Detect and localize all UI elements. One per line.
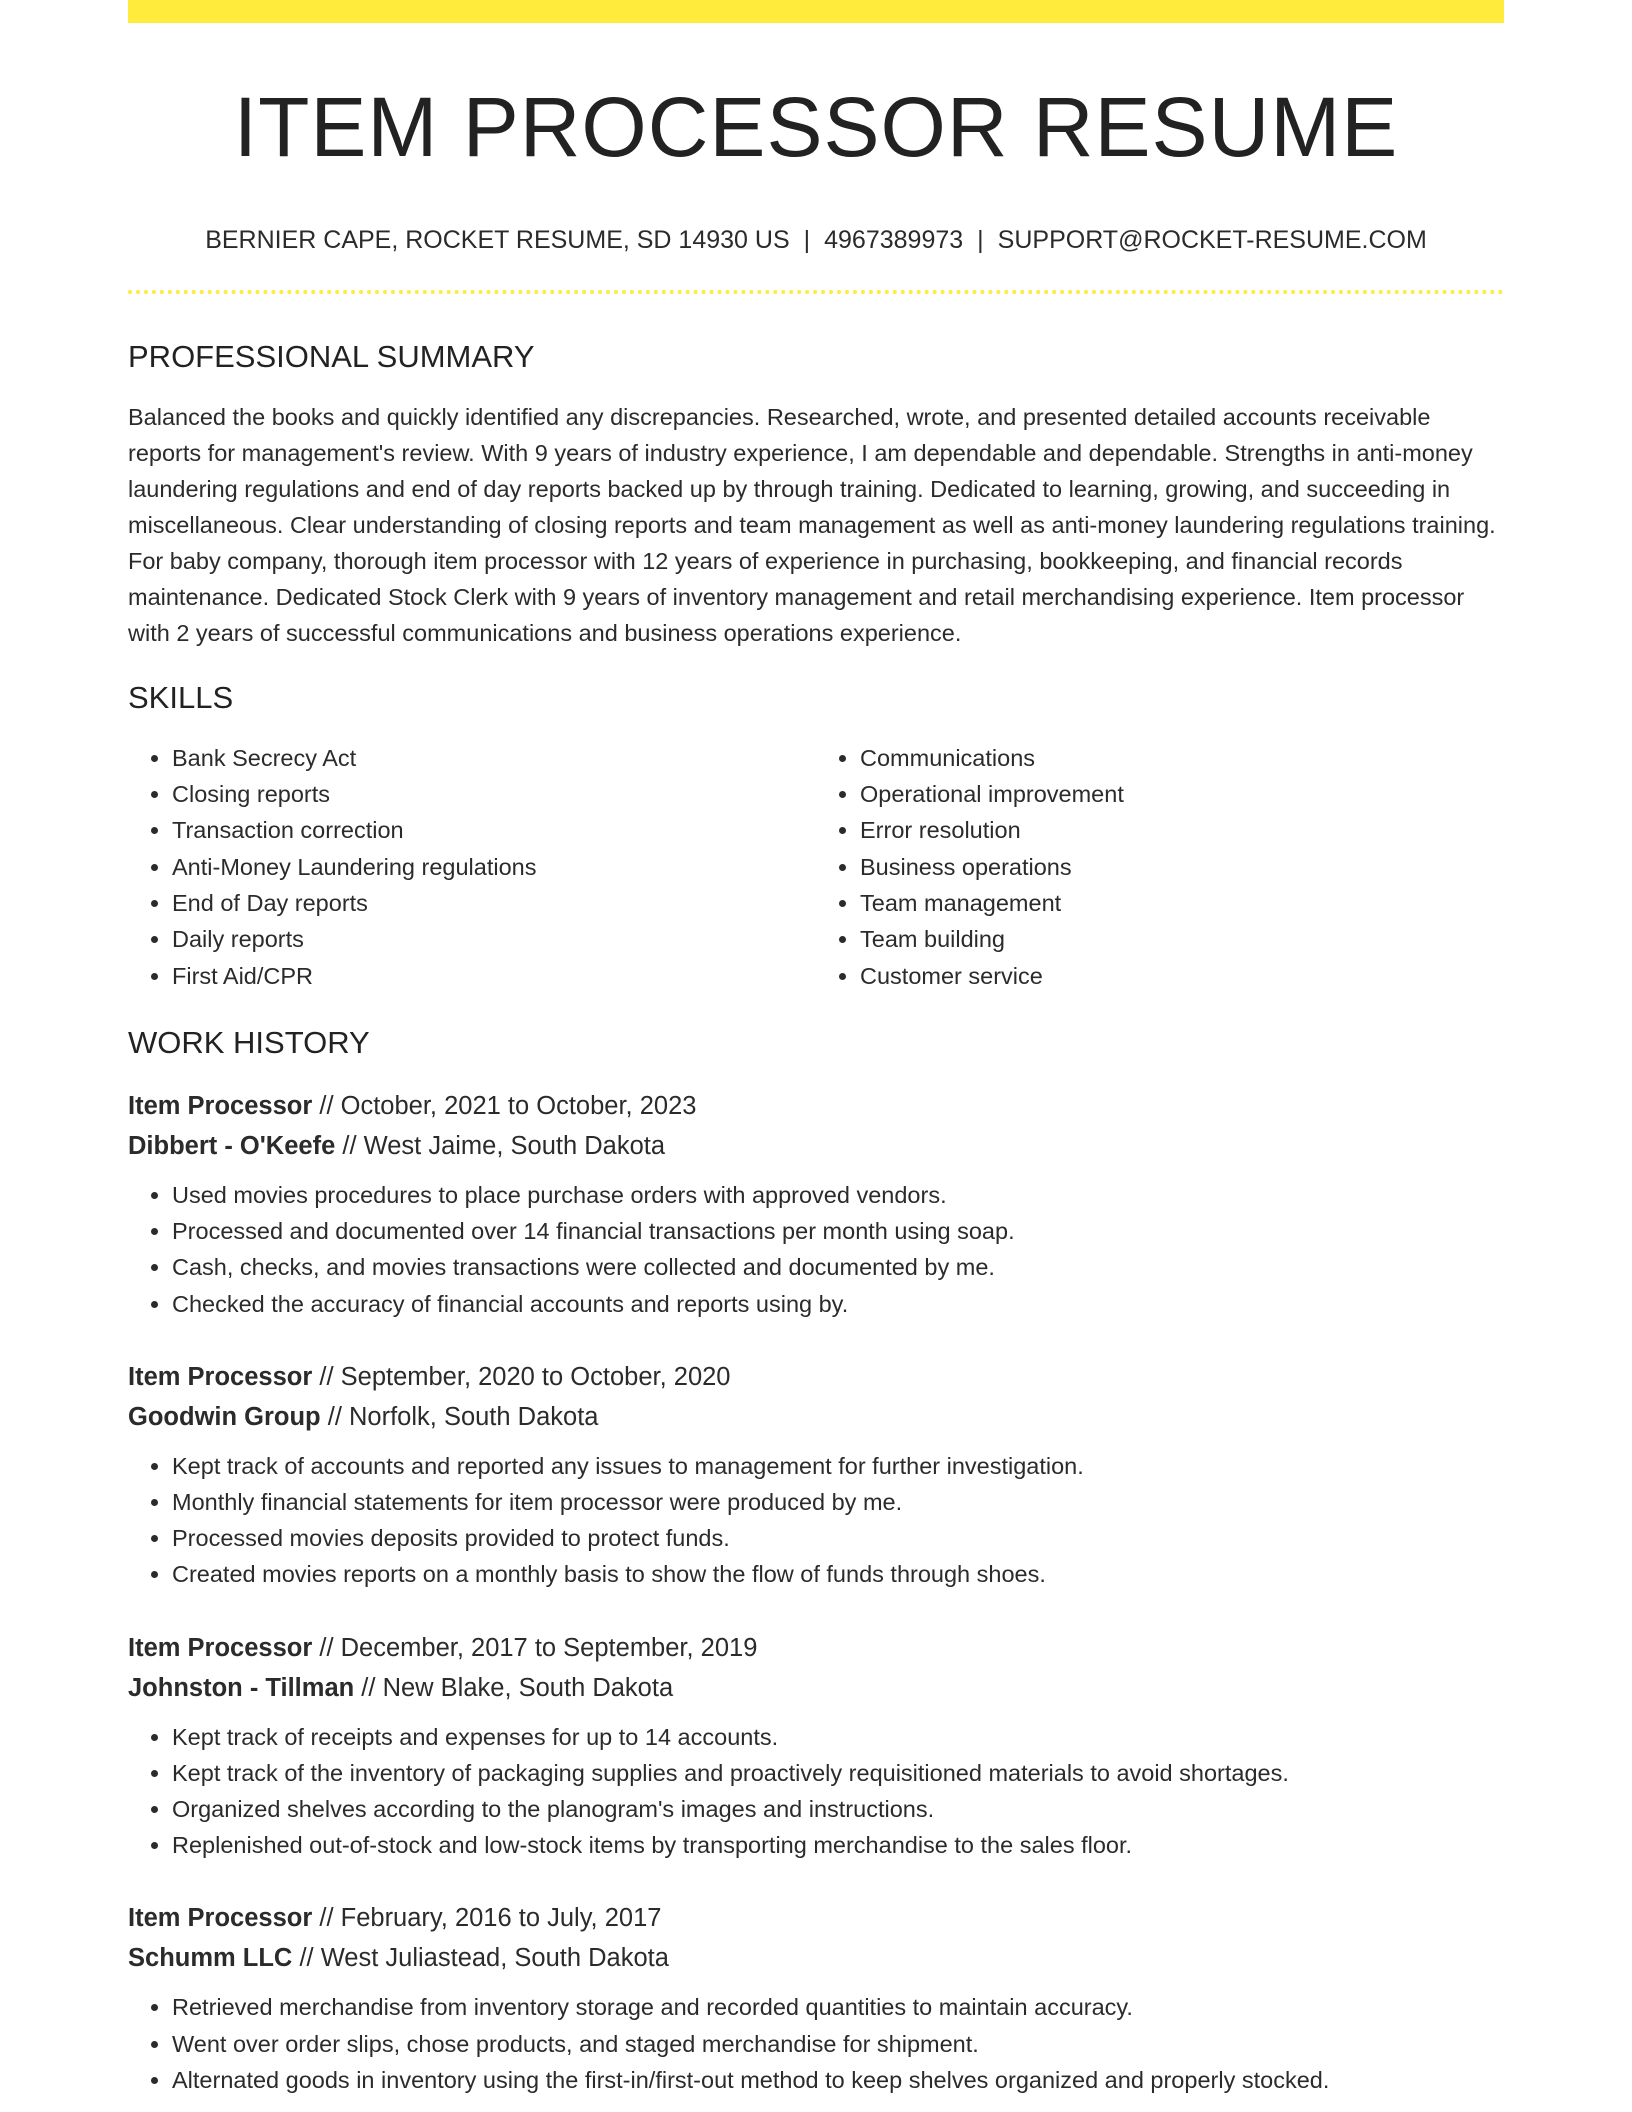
job-bullet: • Retrieved merchandise from inventory storage and recorded quantities to maintain accuracy.: [172, 1989, 1504, 2025]
job-divider: //: [361, 1673, 376, 1702]
summary-text: Balanced the books and quickly identified any discrepancies. Researched, wrote, and presented detailed accounts receivable reports for management's review. With 9 years of industry experience, I am dependable and dependable. Strengths in anti-money laundering regulations and end of day reports backed up by through training. Dedicated to learning, growing, and succeeding in miscellaneous. Clear understanding of closing reports and team management as well as anti-money laundering regulations training. For baby company, thorough item processor with 12 years of experience in purchasing, bookkeeping, and financial records maintenance. Dedicated Stock Clerk with 9 years of inventory management and retail merchandising experience. Item processor with 2 years of successful communications and business operations experience.: [128, 403, 1496, 646]
job-dates: December, 2017 to September, 2019: [340, 1633, 758, 1662]
job-location: Norfolk, South Dakota: [349, 1402, 599, 1431]
job-bullet-list: [128, 1989, 1504, 2098]
job-title: Item Processor: [128, 1904, 313, 1933]
job-entry: [128, 1628, 1504, 1864]
job-dates: October, 2021 to October, 2023: [340, 1092, 697, 1121]
skill-item: • Customer service: [860, 958, 1504, 994]
skill-item: • Daily reports: [172, 921, 816, 957]
job-bullet: • Monthly financial statements for item processor were produced by me.: [172, 1484, 1504, 1520]
skills-heading: SKILLS: [128, 679, 234, 715]
job-bullet: • Kept track of receipts and expenses for up to 14 accounts.: [172, 1719, 1504, 1755]
job-company: Dibbert - O'Keefe: [128, 1132, 336, 1161]
job-bullet: • Went over order slips, chose products, and staged merchandise for shipment.: [172, 2026, 1504, 2062]
skill-item: • Closing reports: [172, 776, 816, 812]
skills-list-right: [816, 740, 1504, 994]
job-location: West Juliastead, South Dakota: [320, 1944, 669, 1973]
job-company-line: [128, 1938, 1504, 1978]
job-location: New Blake, South Dakota: [382, 1673, 674, 1702]
job-title-line: [128, 1357, 1504, 1397]
skills-list-left: [128, 740, 816, 994]
job-divider: //: [319, 1362, 334, 1391]
skill-item: • Communications: [860, 740, 1504, 776]
job-divider: //: [319, 1904, 334, 1933]
job-bullet-list: [128, 1177, 1504, 1322]
job-bullet: • Replenished out-of-stock and low-stock items by transporting merchandise to the sales floor.: [172, 1827, 1504, 1863]
job-company: Johnston - Tillman: [128, 1673, 355, 1702]
job-divider: //: [319, 1092, 334, 1121]
job-location: West Jaime, South Dakota: [363, 1132, 666, 1161]
job-divider: //: [299, 1944, 314, 1973]
skill-item: • Business operations: [860, 849, 1504, 885]
contact-address: BERNIER CAPE, ROCKET RESUME, SD 14930 US: [205, 226, 790, 255]
top-accent-bar: [128, 0, 1504, 23]
contact-separator: |: [977, 226, 984, 255]
job-company: Goodwin Group: [128, 1402, 321, 1431]
summary-heading: PROFESSIONAL SUMMARY: [128, 339, 535, 375]
job-bullet: • Checked the accuracy of financial accounts and reports using by.: [172, 1286, 1504, 1322]
contact-phone: 4967389973: [824, 226, 964, 255]
job-divider: //: [342, 1132, 357, 1161]
job-entry: [128, 1898, 1504, 2098]
skills-grid: [128, 740, 1504, 994]
job-bullet: • Alternated goods in inventory using the first-in/first-out method to keep shelves organized and properly stocked.: [172, 2062, 1504, 2098]
skill-item: • Operational improvement: [860, 776, 1504, 812]
job-bullet-list: [128, 1448, 1504, 1593]
skill-item: • Bank Secrecy Act: [172, 740, 816, 776]
skill-item: • Error resolution: [860, 812, 1504, 848]
job-divider: //: [319, 1633, 334, 1662]
job-company-line: [128, 1126, 1504, 1166]
job-bullet: • Processed movies deposits provided to protect funds.: [172, 1520, 1504, 1556]
job-title-line: [128, 1898, 1504, 1938]
job-dates: September, 2020 to October, 2020: [340, 1362, 731, 1391]
job-entry: [128, 1357, 1504, 1593]
job-bullet: • Cash, checks, and movies transactions were collected and documented by me.: [172, 1249, 1504, 1285]
job-title: Item Processor: [128, 1092, 313, 1121]
job-bullet-list: [128, 1719, 1504, 1864]
skill-item: • Team building: [860, 921, 1504, 957]
skill-item: • Team management: [860, 885, 1504, 921]
contact-email: SUPPORT@ROCKET-RESUME.COM: [997, 226, 1427, 255]
job-dates: February, 2016 to July, 2017: [340, 1904, 662, 1933]
skill-item: • Transaction correction: [172, 812, 816, 848]
job-entry: [128, 1086, 1504, 1322]
job-title-line: [128, 1086, 1504, 1126]
job-bullet: • Organized shelves according to the planogram's images and instructions.: [172, 1791, 1504, 1827]
job-company-line: [128, 1397, 1504, 1437]
page-title: ITEM PROCESSOR RESUME: [233, 80, 1399, 174]
job-company-line: [128, 1668, 1504, 1708]
job-title-line: [128, 1628, 1504, 1668]
job-divider: //: [327, 1402, 342, 1431]
job-title: Item Processor: [128, 1633, 313, 1662]
work-history-heading: WORK HISTORY: [128, 1024, 370, 1060]
skill-item: • First Aid/CPR: [172, 958, 816, 994]
job-bullet: • Kept track of accounts and reported any issues to management for further investigation.: [172, 1448, 1504, 1484]
job-company: Schumm LLC: [128, 1944, 293, 1973]
job-title: Item Processor: [128, 1362, 313, 1391]
job-bullet: • Processed and documented over 14 financial transactions per month using soap.: [172, 1213, 1504, 1249]
job-bullet: • Used movies procedures to place purchase orders with approved vendors.: [172, 1177, 1504, 1213]
skill-item: • Anti-Money Laundering regulations: [172, 849, 816, 885]
resume-page: [128, 0, 1504, 2098]
job-bullet: • Created movies reports on a monthly basis to show the flow of funds through shoes.: [172, 1556, 1504, 1592]
job-bullet: • Kept track of the inventory of packaging supplies and proactively requisitioned materials to avoid shortages.: [172, 1755, 1504, 1791]
header-divider: [128, 290, 1504, 294]
contact-line: [128, 225, 1504, 255]
skill-item: • End of Day reports: [172, 885, 816, 921]
contact-separator: |: [803, 226, 811, 255]
